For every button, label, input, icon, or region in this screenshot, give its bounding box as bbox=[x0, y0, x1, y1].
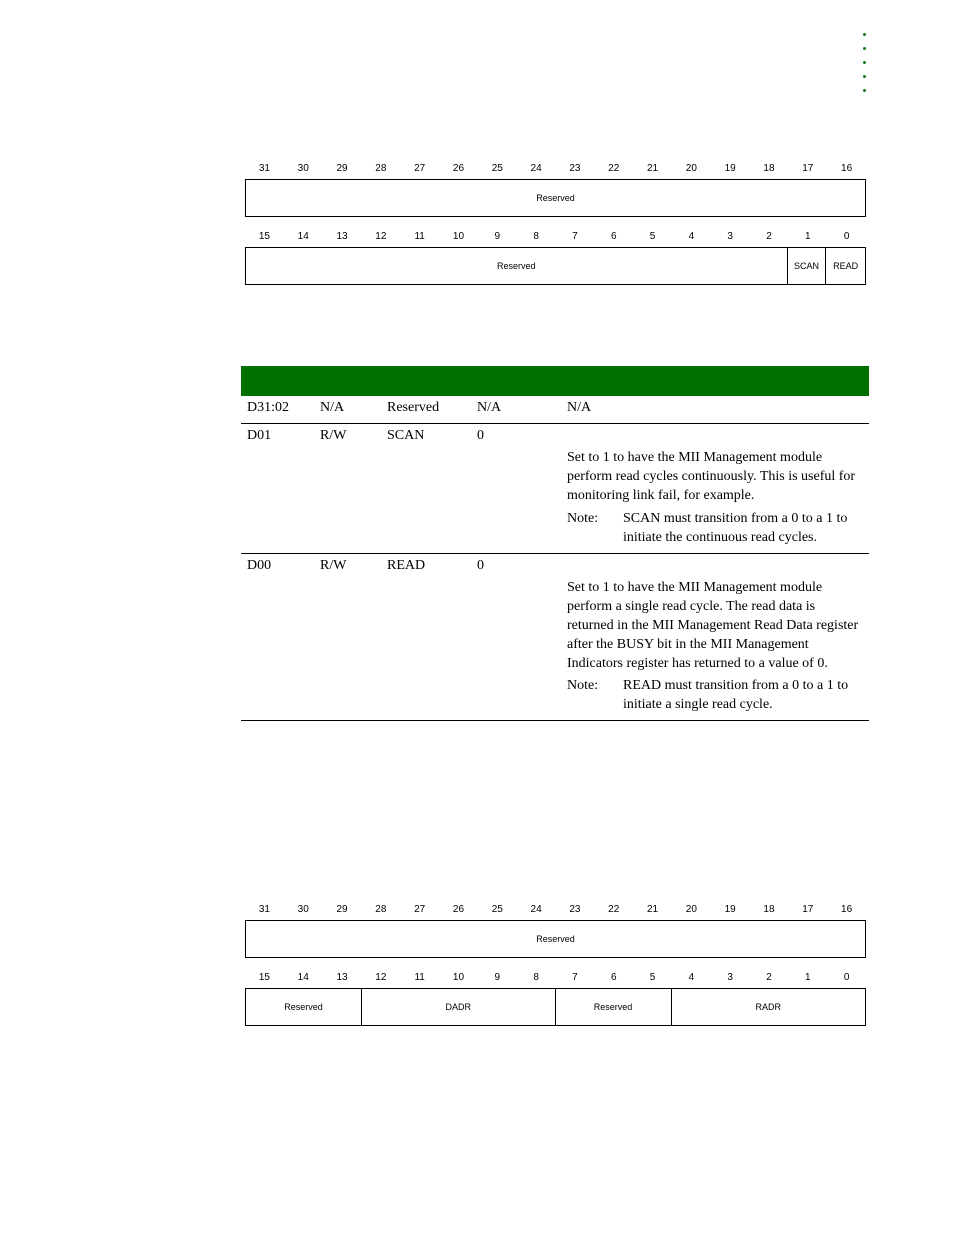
dot-icon bbox=[863, 61, 866, 64]
bit-number: 25 bbox=[491, 904, 503, 915]
register-lower-fields bbox=[245, 247, 866, 285]
bit-number: 28 bbox=[375, 163, 387, 174]
bit-number: 27 bbox=[414, 163, 426, 174]
access-cell: N/A bbox=[320, 400, 345, 415]
description-cell: Set to 1 to have the MII Management module perform a single read cycle. The read data is returned in the MII Management Read Data register after the BUSY bit in the MII Management Indicators register has returned to a value of 0. bbox=[567, 580, 859, 671]
bit-number: 22 bbox=[608, 163, 620, 174]
bit-number: 14 bbox=[297, 231, 309, 242]
bit-number: 17 bbox=[802, 904, 814, 915]
bit-number: 3 bbox=[727, 972, 733, 983]
dot-icon bbox=[863, 89, 866, 92]
bit-number: 28 bbox=[375, 904, 387, 915]
bit-number: 12 bbox=[375, 231, 387, 242]
bit-number: 20 bbox=[685, 163, 697, 174]
mnemonic-cell: SCAN bbox=[387, 428, 425, 443]
bit-number: 20 bbox=[685, 904, 697, 915]
bit-number: 17 bbox=[802, 163, 814, 174]
register-field: RADR bbox=[755, 1002, 782, 1012]
bit-number: 10 bbox=[452, 231, 465, 242]
bit-number: 8 bbox=[533, 231, 539, 242]
bit-description-table bbox=[241, 366, 869, 721]
note-text: SCAN must transition from a 0 to a 1 to initiate the continuous read cycles. bbox=[623, 511, 848, 545]
bit-number: 31 bbox=[258, 904, 270, 915]
bit-number: 5 bbox=[649, 231, 656, 242]
bit-number: 0 bbox=[843, 231, 850, 242]
register-field: SCAN bbox=[788, 248, 827, 284]
description-cell: Set to 1 to have the MII Management module perform read cycles continuously. This is useful for monitoring link fail, for example. bbox=[567, 450, 856, 503]
reset-cell: N/A bbox=[477, 400, 502, 415]
bit-number: 15 bbox=[258, 972, 270, 983]
register-lower-fields bbox=[245, 988, 866, 1026]
register-diagram-2 bbox=[245, 904, 866, 1026]
register-field: READ bbox=[833, 261, 859, 271]
bit-number: 7 bbox=[572, 231, 578, 242]
bit-number: 27 bbox=[414, 904, 426, 915]
table-row bbox=[241, 424, 869, 554]
bit-number: 25 bbox=[491, 163, 503, 174]
access-cell: R/W bbox=[320, 558, 347, 573]
bits-cell: D31:02 bbox=[247, 400, 289, 415]
bit-number: 16 bbox=[841, 163, 853, 174]
bit-number: 16 bbox=[841, 904, 853, 915]
bit-numbers-lower bbox=[245, 972, 866, 986]
register-field: DADR bbox=[362, 989, 555, 1025]
bit-number: 19 bbox=[724, 904, 736, 915]
bit-number: 23 bbox=[569, 163, 581, 174]
bit-number: 13 bbox=[336, 972, 348, 983]
bit-number: 7 bbox=[572, 972, 578, 983]
table-header-bar bbox=[241, 366, 869, 396]
bit-number: 4 bbox=[688, 972, 695, 983]
register-field: Reserved bbox=[246, 248, 788, 284]
note-label: Note: bbox=[567, 678, 599, 693]
bit-number: 6 bbox=[610, 972, 617, 983]
bit-number: 1 bbox=[805, 972, 811, 983]
bits-cell: D00 bbox=[247, 558, 272, 573]
bit-number: 8 bbox=[533, 972, 539, 983]
bit-number: 26 bbox=[452, 904, 465, 915]
register-field: Reserved bbox=[556, 989, 672, 1025]
register-upper-fields bbox=[245, 179, 866, 217]
dot-icon bbox=[863, 47, 866, 50]
bit-numbers-upper bbox=[245, 163, 866, 177]
bit-number: 13 bbox=[336, 231, 348, 242]
bit-number: 4 bbox=[688, 231, 695, 242]
note-label: Note: bbox=[567, 511, 599, 526]
bit-number: 30 bbox=[297, 904, 309, 915]
table-row bbox=[241, 396, 869, 424]
bit-number: 24 bbox=[530, 163, 542, 174]
dot-icon bbox=[863, 33, 866, 36]
bit-numbers-lower bbox=[245, 231, 866, 245]
bit-number: 11 bbox=[414, 231, 425, 242]
reset-cell: 0 bbox=[477, 428, 484, 443]
bit-number: 22 bbox=[608, 904, 620, 915]
bit-numbers-upper bbox=[245, 904, 866, 918]
bit-number: 24 bbox=[530, 904, 542, 915]
register-field: Reserved bbox=[536, 934, 575, 944]
mnemonic-cell: READ bbox=[387, 558, 426, 573]
bit-number: 0 bbox=[843, 972, 850, 983]
dot-icon bbox=[863, 75, 866, 78]
bit-number: 9 bbox=[494, 972, 501, 983]
description-cell: N/A bbox=[567, 400, 592, 415]
register-diagram-1 bbox=[245, 163, 866, 285]
bit-number: 18 bbox=[763, 163, 775, 174]
bit-number: 2 bbox=[766, 972, 772, 983]
table-row bbox=[241, 554, 869, 721]
reset-cell: 0 bbox=[477, 558, 484, 573]
bit-number: 10 bbox=[452, 972, 465, 983]
note bbox=[567, 509, 865, 547]
mnemonic-cell: Reserved bbox=[387, 400, 440, 415]
bit-number: 6 bbox=[610, 231, 617, 242]
register-upper-fields bbox=[245, 920, 866, 958]
bit-number: 9 bbox=[494, 231, 501, 242]
bit-number: 29 bbox=[336, 163, 348, 174]
bit-number: 19 bbox=[724, 163, 736, 174]
note bbox=[567, 676, 865, 714]
bit-number: 1 bbox=[805, 231, 811, 242]
bit-number: 29 bbox=[336, 904, 348, 915]
bit-number: 15 bbox=[258, 231, 270, 242]
bit-number: 11 bbox=[414, 972, 425, 983]
bit-number: 2 bbox=[766, 231, 772, 242]
bit-number: 14 bbox=[297, 972, 309, 983]
bit-number: 3 bbox=[727, 231, 733, 242]
bits-cell: D01 bbox=[247, 428, 272, 443]
margin-dots bbox=[863, 33, 869, 103]
register-field: Reserved bbox=[246, 989, 362, 1025]
bit-number: 12 bbox=[375, 972, 387, 983]
bit-number: 26 bbox=[452, 163, 465, 174]
bit-number: 30 bbox=[297, 163, 309, 174]
bit-number: 5 bbox=[649, 972, 656, 983]
bit-number: 18 bbox=[763, 904, 775, 915]
access-cell: R/W bbox=[320, 428, 347, 443]
bit-number: 21 bbox=[646, 163, 659, 174]
bit-number: 31 bbox=[258, 163, 270, 174]
note-text: READ must transition from a 0 to a 1 to initiate a single read cycle. bbox=[623, 678, 849, 712]
bit-number: 21 bbox=[646, 904, 659, 915]
register-field: Reserved bbox=[536, 193, 575, 203]
bit-number: 23 bbox=[569, 904, 581, 915]
